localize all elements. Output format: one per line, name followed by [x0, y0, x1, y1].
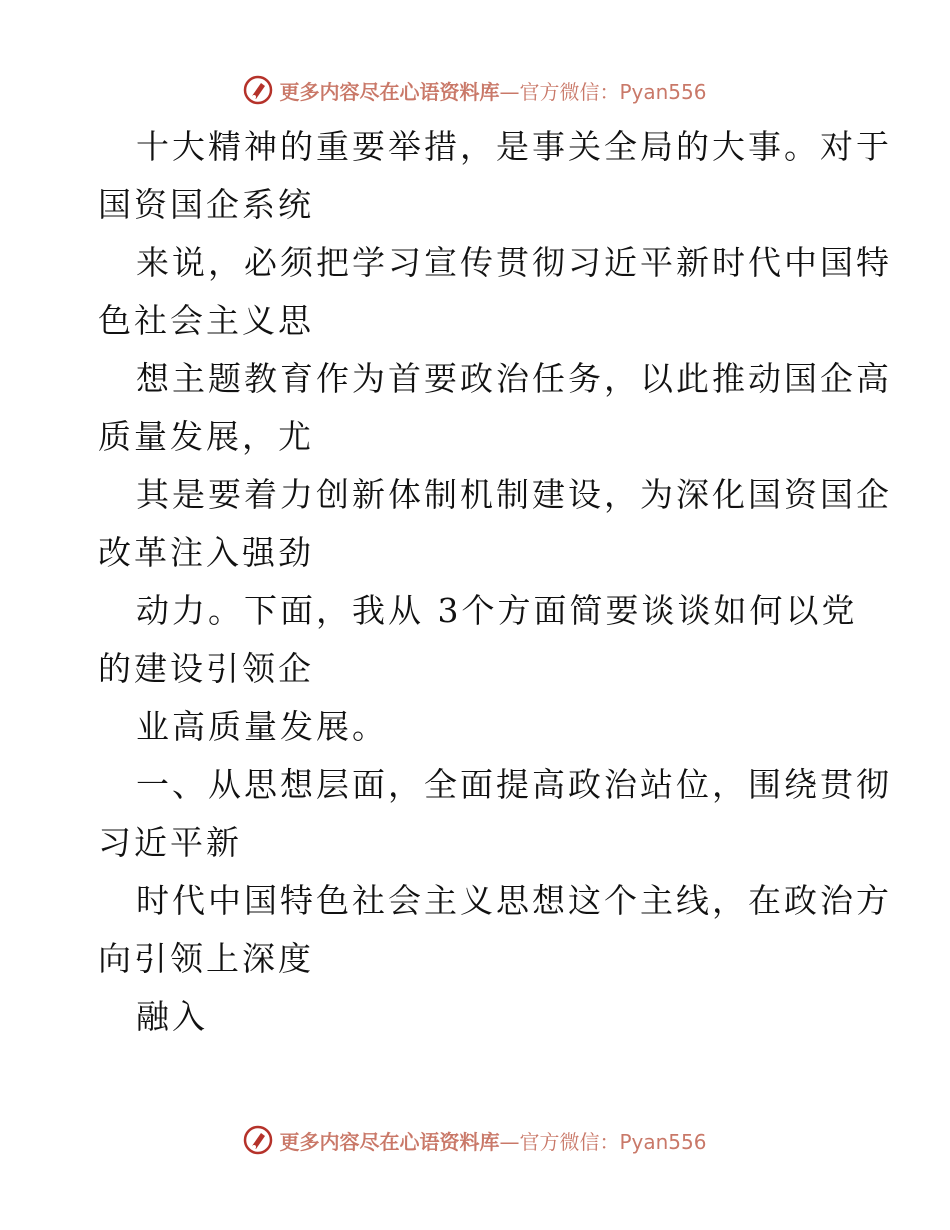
body-line: 来说，必须把学习宣传贯彻习近平新时代中国特 [136, 243, 892, 282]
body-line: 十大精神的重要举措，是事关全局的大事。对于 [136, 127, 892, 166]
pen-nib-icon [243, 75, 273, 105]
body-line: 业高质量发展。 [136, 707, 388, 746]
section-heading-line: 一、从思想层面，全面提高政治站位，围绕贯彻 [136, 765, 892, 804]
pen-nib-icon [243, 1125, 273, 1155]
body-line: 质量发展，尤 [98, 417, 314, 456]
body-line: 融入 [136, 997, 208, 1036]
body-line: 动力。下面，我从 3个方面简要谈谈如何以党 [136, 591, 858, 630]
body-line: 其是要着力创新体制机制建设，为深化国资国企 [136, 475, 892, 514]
body-line: 习近平新 [98, 823, 242, 862]
banner-text-wechat: —官方微信：Pyan556 [499, 79, 707, 104]
body-line: 想主题教育作为首要政治任务，以此推动国企高 [136, 359, 892, 398]
body-line: 改革注入强劲 [98, 533, 314, 572]
banner-text-main: 更多内容尽在心语资料库 [279, 1129, 500, 1154]
body-line: 的建设引领企 [98, 649, 314, 688]
document-body [98, 118, 892, 1046]
body-line: 时代中国特色社会主义思想这个主线，在政治方 [136, 881, 892, 920]
body-line: 向引领上深度 [98, 939, 314, 978]
banner-text-main: 更多内容尽在心语资料库 [279, 79, 500, 104]
header-watermark-banner [0, 70, 950, 110]
footer-watermark-banner [0, 1120, 950, 1160]
body-line: 色社会主义思 [98, 301, 314, 340]
banner-text-wechat: —官方微信：Pyan556 [499, 1129, 707, 1154]
body-line: 国资国企系统 [98, 185, 314, 224]
